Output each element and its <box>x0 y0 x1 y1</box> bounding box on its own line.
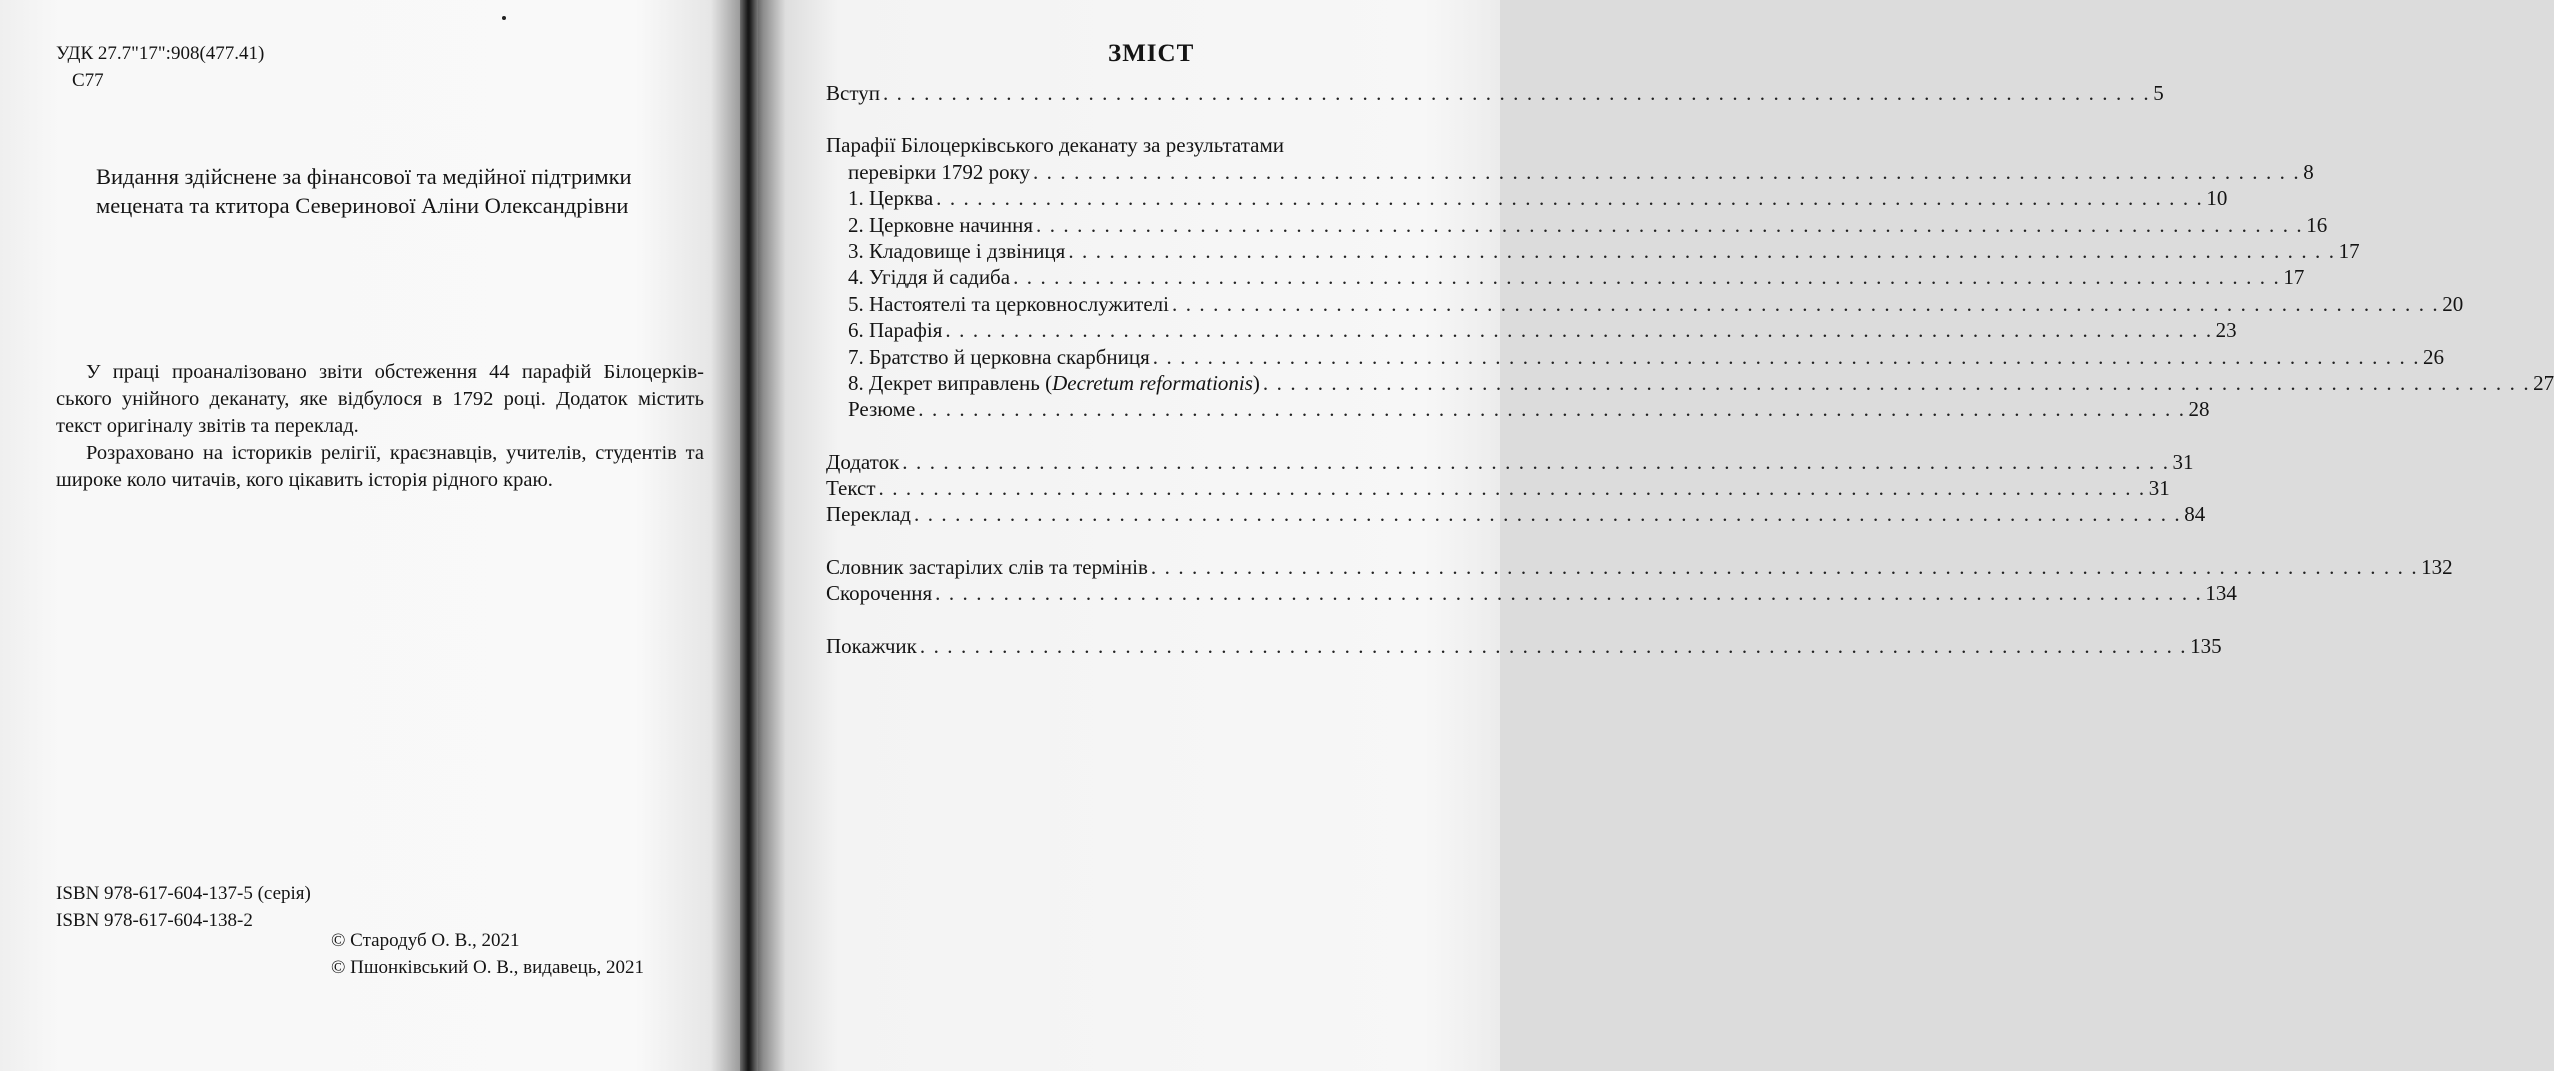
page-number: 31 <box>2172 449 2194 474</box>
toc-entry-dodatok[interactable]: Додаток . . . . . . . . . . . . . . . . . . . . . . . . . . . . . . . . . . . . . . . . . . . . . . . . . . . . . . . . . . . . . . . . . . . . . . . . . . . . . . . . . . . . . . . . . . . . . 31 <box>826 449 2194 474</box>
dot-leader: . . . . . . . . . . . . . . . . . . . . . . . . . . . . . . . . . . . . . . . . . . . . . . . . . . . . . . . . . . . . . . . . . . . . . . . . . . . . . . . . . . . . . . . . . . . . . <box>902 449 2170 474</box>
toc-title: ЗМІСТ <box>1108 40 1195 67</box>
page-number: 16 <box>2306 212 2328 237</box>
toc-entry-section-7[interactable]: 7. Братство й церковна скарбниця . . . . . . . . . . . . . . . . . . . . . . . . . . . . . . . . . . . . . . . . . . . . . . . . . . . . . . . . . . . . . . . . . . . . . . . . . . . . . . . . . . . . . . . . . . . . . 26 <box>848 344 2445 369</box>
table-of-contents <box>826 80 2554 659</box>
copyright-author: © Стародуб О. В., 2021 <box>331 930 520 951</box>
catalog-codes <box>56 40 264 94</box>
dot-leader: . . . . . . . . . . . . . . . . . . . . . . . . . . . . . . . . . . . . . . . . . . . . . . . . . . . . . . . . . . . . . . . . . . . . . . . . . . . . . . . . . . . . . . . . . . . . . <box>1068 238 2336 263</box>
dot-leader: . . . . . . . . . . . . . . . . . . . . . . . . . . . . . . . . . . . . . . . . . . . . . . . . . . . . . . . . . . . . . . . . . . . . . . . . . . . . . . . . . . . . . . . . . . . . . <box>1262 370 2531 395</box>
sponsor-line-1: Видання здійснене за фінансової та медійної підтримки <box>96 164 632 189</box>
copyright-publisher: © Пшонківський О. В., видавець, 2021 <box>331 957 644 978</box>
annotation-paragraph-2: Розраховано на істориків релігії, краєзнавців, учителів, студентів та широке коло читачів, кого цікавить історія рідного краю. <box>56 442 704 491</box>
isbn-book: ISBN 978-617-604-138-2 <box>56 910 253 931</box>
toc-entry-pokazhchyk[interactable]: Покажчик . . . . . . . . . . . . . . . . . . . . . . . . . . . . . . . . . . . . . . . . . . . . . . . . . . . . . . . . . . . . . . . . . . . . . . . . . . . . . . . . . . . . . . . . . . . . . 135 <box>826 633 2222 658</box>
page-number: 28 <box>2188 397 2210 422</box>
dot-leader: . . . . . . . . . . . . . . . . . . . . . . . . . . . . . . . . . . . . . . . . . . . . . . . . . . . . . . . . . . . . . . . . . . . . . . . . . . . . . . . . . . . . . . . . . . . . . <box>936 186 2204 211</box>
page-number: 20 <box>2442 291 2464 316</box>
page-number: 26 <box>2423 344 2445 369</box>
dot-leader: . . . . . . . . . . . . . . . . . . . . . . . . . . . . . . . . . . . . . . . . . . . . . . . . . . . . . . . . . . . . . . . . . . . . . . . . . . . . . . . . . . . . . . . . . . . . . <box>1150 554 2419 579</box>
toc-entry-section-3[interactable]: 3. Кладовище і дзвіниця . . . . . . . . . . . . . . . . . . . . . . . . . . . . . . . . . . . . . . . . . . . . . . . . . . . . . . . . . . . . . . . . . . . . . . . . . . . . . . . . . . . . . . . . . . . . . 17 <box>848 238 2360 263</box>
author-code: С77 <box>72 70 104 91</box>
page-number: 132 <box>2421 554 2453 579</box>
toc-entry-summary[interactable]: Резюме . . . . . . . . . . . . . . . . . . . . . . . . . . . . . . . . . . . . . . . . . . . . . . . . . . . . . . . . . . . . . . . . . . . . . . . . . . . . . . . . . . . . . . . . . . . . . 28 <box>848 397 2210 422</box>
dot-leader: . . . . . . . . . . . . . . . . . . . . . . . . . . . . . . . . . . . . . . . . . . . . . . . . . . . . . . . . . . . . . . . . . . . . . . . . . . . . . . . . . . . . . . . . . . . . . <box>1013 265 2281 290</box>
dot-leader: . . . . . . . . . . . . . . . . . . . . . . . . . . . . . . . . . . . . . . . . . . . . . . . . . . . . . . . . . . . . . . . . . . . . . . . . . . . . . . . . . . . . . . . . . . . . . <box>1032 159 2301 184</box>
dot-leader: . . . . . . . . . . . . . . . . . . . . . . . . . . . . . . . . . . . . . . . . . . . . . . . . . . . . . . . . . . . . . . . . . . . . . . . . . . . . . . . . . . . . . . . . . . . . . <box>878 476 2146 501</box>
page-number: 17 <box>2338 238 2360 263</box>
udk-code: УДК 27.7"17":908(477.41) <box>56 43 265 64</box>
toc-entry-section-4[interactable]: 4. Угіддя й садиба . . . . . . . . . . . . . . . . . . . . . . . . . . . . . . . . . . . . . . . . . . . . . . . . . . . . . . . . . . . . . . . . . . . . . . . . . . . . . . . . . . . . . . . . . . . . . 17 <box>848 265 2305 290</box>
annotation-paragraph-1: У праці проаналізовано звіти обстеження 44 парафій Білоцерків-ського унійного деканату, яке відбулося в 1792 році. Додаток містить текст оригіналу звітів та переклад. <box>56 361 704 437</box>
toc-entry-tekst[interactable]: Текст . . . . . . . . . . . . . . . . . . . . . . . . . . . . . . . . . . . . . . . . . . . . . . . . . . . . . . . . . . . . . . . . . . . . . . . . . . . . . . . . . . . . . . . . . . . . . 31 <box>826 476 2170 501</box>
page-number: 23 <box>2215 318 2237 343</box>
isbn-block <box>56 880 311 934</box>
copyright-block <box>331 927 644 981</box>
page-number: 84 <box>2184 502 2206 527</box>
dot-leader: . . . . . . . . . . . . . . . . . . . . . . . . . . . . . . . . . . . . . . . . . . . . . . . . . . . . . . . . . . . . . . . . . . . . . . . . . . . . . . . . . . . . . . . . . . . . . <box>945 318 2213 343</box>
dot-leader: . . . . . . . . . . . . . . . . . . . . . . . . . . . . . . . . . . . . . . . . . . . . . . . . . . . . . . . . . . . . . . . . . . . . . . . . . . . . . . . . . . . . . . . . . . . . . <box>1172 291 2440 316</box>
page-number: 5 <box>2153 81 2164 105</box>
book-gutter <box>740 0 758 1071</box>
isbn-series: ISBN 978-617-604-137-5 (серія) <box>56 883 311 904</box>
toc-entry-section-8[interactable]: 8. Декрет виправлень (Decretum reformationis) . . . . . . . . . . . . . . . . . . . . . . . . . . . . . . . . . . . . . . . . . . . . . . . . . . . . . . . . . . . . . . . . . . . . . . . . . . . . . . . . . . . . . . . . . . . . . 27 <box>848 370 2554 395</box>
toc-entry-parafii[interactable]: перевірки 1792 року . . . . . . . . . . . . . . . . . . . . . . . . . . . . . . . . . . . . . . . . . . . . . . . . . . . . . . . . . . . . . . . . . . . . . . . . . . . . . . . . . . . . . . . . . . . . . 8 <box>848 159 2314 184</box>
page-number: 27 <box>2533 370 2554 395</box>
toc-entry-slovnyk[interactable]: Словник застарілих слів та термінів . . . . . . . . . . . . . . . . . . . . . . . . . . . . . . . . . . . . . . . . . . . . . . . . . . . . . . . . . . . . . . . . . . . . . . . . . . . . . . . . . . . . . . . . . . . . . 132 <box>826 554 2453 579</box>
dot-leader: . . . . . . . . . . . . . . . . . . . . . . . . . . . . . . . . . . . . . . . . . . . . . . . . . . . . . . . . . . . . . . . . . . . . . . . . . . . . . . . . . . . . . . . . . . . . . <box>918 397 2186 422</box>
latin-term: Decretum reformationis <box>1052 370 1253 395</box>
page-number: 17 <box>2283 265 2305 290</box>
page-number: 135 <box>2190 633 2222 658</box>
toc-entry-section-2[interactable]: 2. Церковне начиння . . . . . . . . . . . . . . . . . . . . . . . . . . . . . . . . . . . . . . . . . . . . . . . . . . . . . . . . . . . . . . . . . . . . . . . . . . . . . . . . . . . . . . . . . . . . . 16 <box>848 212 2328 237</box>
left-page <box>0 0 748 1071</box>
page-number: 8 <box>2303 159 2314 184</box>
dot-leader: . . . . . . . . . . . . . . . . . . . . . . . . . . . . . . . . . . . . . . . . . . . . . . . . . . . . . . . . . . . . . . . . . . . . . . . . . . . . . . . . . . . . . . . . . . . . . <box>1152 344 2421 369</box>
page-number: 31 <box>2148 476 2170 501</box>
toc-entry-vstup[interactable]: Вступ . . . . . . . . . . . . . . . . . . . . . . . . . . . . . . . . . . . . . . . . . . . . . . . . . . . . . . . . . . . . . . . . . . . . . . . . . . . . . . . . . . . . . . . . . . . . . 5 <box>826 81 2164 105</box>
dot-leader: . . . . . . . . . . . . . . . . . . . . . . . . . . . . . . . . . . . . . . . . . . . . . . . . . . . . . . . . . . . . . . . . . . . . . . . . . . . . . . . . . . . . . . . . . . . . . <box>919 633 2188 658</box>
dot-leader: . . . . . . . . . . . . . . . . . . . . . . . . . . . . . . . . . . . . . . . . . . . . . . . . . . . . . . . . . . . . . . . . . . . . . . . . . . . . . . . . . . . . . . . . . . . . . <box>914 502 2182 527</box>
dot-leader: . . . . . . . . . . . . . . . . . . . . . . . . . . . . . . . . . . . . . . . . . . . . . . . . . . . . . . . . . . . . . . . . . . . . . . . . . . . . . . . . . . . . . . . . . . . . . <box>935 581 2203 606</box>
sponsor-note <box>96 162 632 220</box>
toc-entry-section-1[interactable]: 1. Церква . . . . . . . . . . . . . . . . . . . . . . . . . . . . . . . . . . . . . . . . . . . . . . . . . . . . . . . . . . . . . . . . . . . . . . . . . . . . . . . . . . . . . . . . . . . . . 10 <box>848 186 2228 211</box>
toc-entry-section-6[interactable]: 6. Парафія . . . . . . . . . . . . . . . . . . . . . . . . . . . . . . . . . . . . . . . . . . . . . . . . . . . . . . . . . . . . . . . . . . . . . . . . . . . . . . . . . . . . . . . . . . . . . 23 <box>848 318 2237 343</box>
toc-entry-skorochennia[interactable]: Скорочення . . . . . . . . . . . . . . . . . . . . . . . . . . . . . . . . . . . . . . . . . . . . . . . . . . . . . . . . . . . . . . . . . . . . . . . . . . . . . . . . . . . . . . . . . . . . . 134 <box>826 581 2237 606</box>
speck <box>502 16 506 20</box>
toc-entry-parafii-heading[interactable]: Парафії Білоцерківського деканату за результатами <box>826 133 1284 158</box>
dot-leader: . . . . . . . . . . . . . . . . . . . . . . . . . . . . . . . . . . . . . . . . . . . . . . . . . . . . . . . . . . . . . . . . . . . . . . . . . . . . . . . . . . . . . . . . . . . . . <box>882 81 2151 105</box>
dot-leader: . . . . . . . . . . . . . . . . . . . . . . . . . . . . . . . . . . . . . . . . . . . . . . . . . . . . . . . . . . . . . . . . . . . . . . . . . . . . . . . . . . . . . . . . . . . . . <box>1036 212 2304 237</box>
page-number: 134 <box>2205 581 2237 606</box>
toc-entry-pereklad[interactable]: Переклад . . . . . . . . . . . . . . . . . . . . . . . . . . . . . . . . . . . . . . . . . . . . . . . . . . . . . . . . . . . . . . . . . . . . . . . . . . . . . . . . . . . . . . . . . . . . . 84 <box>826 502 2206 527</box>
sponsor-line-2: мецената та ктитора Северинової Аліни Олександрівни <box>96 193 629 218</box>
page-number: 10 <box>2206 186 2228 211</box>
toc-entry-section-5[interactable]: 5. Настоятелі та церковнослужителі . . . . . . . . . . . . . . . . . . . . . . . . . . . . . . . . . . . . . . . . . . . . . . . . . . . . . . . . . . . . . . . . . . . . . . . . . . . . . . . . . . . . . . . . . . . . . 20 <box>848 291 2464 316</box>
annotation <box>56 359 704 494</box>
